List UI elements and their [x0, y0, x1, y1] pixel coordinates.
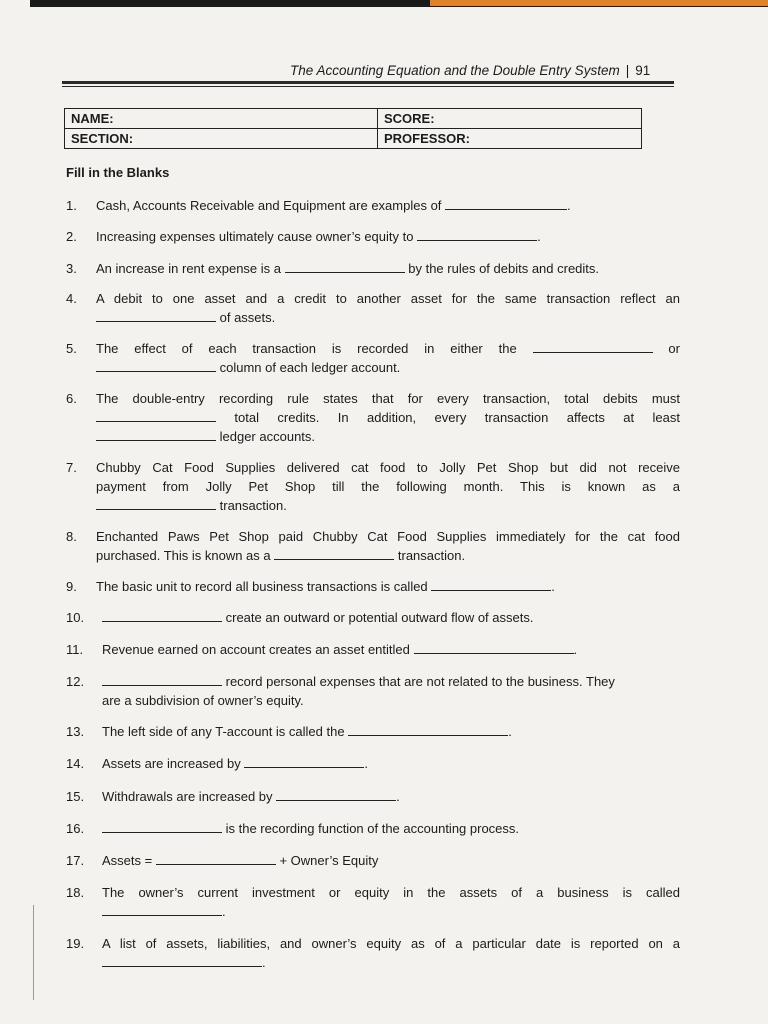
question-text: Assets = — [102, 853, 153, 868]
answer-blank[interactable] — [156, 852, 276, 865]
question-text: A list of assets, liabilities, and owner’s equity as of a particular date is reported on a — [102, 936, 680, 951]
question-text: The left side of any T-account is called the — [102, 724, 345, 739]
answer-blank[interactable] — [96, 309, 216, 322]
question-number: 7. — [66, 460, 77, 475]
question-10 — [66, 608, 680, 627]
question-text-end: transaction. — [397, 548, 466, 563]
question-number: 15. — [66, 789, 85, 804]
question-11 — [66, 640, 680, 659]
question-text-end: column of each ledger account. — [219, 360, 401, 375]
question-text: is the recording function of the accounting process. — [225, 821, 520, 836]
answer-blank[interactable] — [102, 673, 222, 686]
answer-blank-2[interactable] — [96, 359, 216, 372]
question-text: The double-entry recording rule states that for every transaction, total debits must — [96, 391, 680, 406]
question-number: 12. — [66, 674, 85, 689]
scan-edge-mark — [33, 905, 34, 1000]
answer-blank[interactable] — [244, 755, 364, 768]
question-text-end: . — [573, 642, 578, 657]
section-cell[interactable]: SECTION: — [65, 129, 378, 149]
question-2 — [66, 227, 680, 246]
answer-blank[interactable] — [96, 409, 216, 422]
question-number: 17. — [66, 853, 85, 868]
question-number: 16. — [66, 821, 85, 836]
answer-blank[interactable] — [274, 547, 394, 560]
question-text: create an outward or potential outward flow of assets. — [225, 610, 534, 625]
answer-blank[interactable] — [285, 260, 405, 273]
question-text-mid: total credits. — [234, 410, 320, 425]
section-title: Fill in the Blanks — [66, 165, 170, 180]
score-cell[interactable]: SCORE: — [378, 109, 642, 129]
question-text-end: ledger accounts. — [219, 429, 316, 444]
question-text-end: . — [537, 229, 541, 244]
question-number: 1. — [66, 198, 77, 213]
question-text-mid-2: In addition, every transaction affects at least — [337, 410, 680, 425]
question-number: 9. — [66, 579, 77, 594]
answer-blank[interactable] — [348, 723, 508, 736]
question-4 — [66, 289, 680, 327]
question-text: record personal expenses that are not related to the business. They — [225, 674, 615, 689]
question-8 — [66, 527, 680, 565]
question-number: 18. — [66, 885, 85, 900]
page-number: 91 — [635, 63, 651, 78]
question-text-end: . — [396, 789, 400, 804]
question-12 — [66, 672, 680, 710]
question-text-2: payment from Jolly Pet Shop till the following month. This is known as a — [96, 479, 680, 494]
question-17 — [66, 851, 680, 870]
question-5 — [66, 339, 680, 377]
answer-blank[interactable] — [417, 228, 537, 241]
question-text-or: or — [668, 341, 680, 356]
question-19 — [66, 934, 680, 972]
answer-blank[interactable] — [96, 497, 216, 510]
question-7 — [66, 458, 680, 515]
question-number: 8. — [66, 529, 77, 544]
question-number: 11. — [66, 642, 84, 657]
question-text-2: are a subdivision of owner’s equity. — [102, 693, 304, 708]
answer-blank[interactable] — [102, 820, 222, 833]
question-text-end: . — [567, 198, 571, 213]
question-number: 2. — [66, 229, 77, 244]
question-text: The effect of each transaction is recorded in either the — [96, 341, 517, 356]
question-number: 19. — [66, 936, 85, 951]
answer-blank[interactable] — [533, 340, 653, 353]
question-text: The basic unit to record all business transactions is called — [96, 579, 428, 594]
question-text-end: of assets. — [219, 310, 276, 325]
student-info-table — [64, 108, 642, 149]
question-text: Withdrawals are increased by — [102, 789, 273, 804]
question-13 — [66, 722, 680, 741]
answer-blank[interactable] — [102, 903, 222, 916]
question-text: Revenue earned on account creates an asset entitled — [102, 642, 410, 657]
header-title: The Accounting Equation and the Double Entry System — [290, 63, 620, 78]
name-cell[interactable]: NAME: — [65, 109, 378, 129]
answer-blank[interactable] — [276, 788, 396, 801]
question-text: The owner’s current investment or equity in the assets of a business is called — [102, 885, 680, 900]
question-number: 10. — [66, 610, 85, 625]
question-text: Assets are increased by — [102, 756, 241, 771]
question-text-end: . — [364, 756, 368, 771]
question-text: Increasing expenses ultimately cause owner’s equity to — [96, 229, 414, 244]
header-separator: | — [625, 63, 630, 78]
question-text: Cash, Accounts Receivable and Equipment are examples of — [96, 198, 442, 213]
answer-blank[interactable] — [102, 609, 222, 622]
running-header — [290, 63, 650, 78]
question-text-end: . — [262, 955, 266, 970]
professor-cell[interactable]: PROFESSOR: — [378, 129, 642, 149]
question-18 — [66, 883, 680, 921]
question-text: Enchanted Paws Pet Shop paid Chubby Cat Food Supplies immediately for the cat food — [96, 529, 680, 544]
question-number: 4. — [66, 291, 77, 306]
answer-blank[interactable] — [445, 197, 567, 210]
header-rule-thin — [62, 86, 674, 87]
question-text: An increase in rent expense is a — [96, 261, 281, 276]
question-15 — [66, 787, 680, 806]
answer-blank[interactable] — [414, 641, 574, 654]
question-14 — [66, 754, 680, 773]
question-text-end: . — [508, 724, 512, 739]
question-text-end: . — [551, 579, 555, 594]
question-16 — [66, 819, 680, 838]
question-3 — [66, 259, 680, 278]
question-number: 3. — [66, 261, 77, 276]
question-number: 13. — [66, 724, 85, 739]
question-text-end: transaction. — [219, 498, 287, 513]
header-rule — [62, 81, 674, 84]
question-text-end: + Owner’s Equity — [279, 853, 379, 868]
question-number: 14. — [66, 756, 85, 771]
question-6 — [66, 389, 680, 446]
question-text-2: purchased. This is known as a — [96, 548, 271, 563]
answer-blank[interactable] — [102, 954, 262, 967]
question-text: A debit to one asset and a credit to another asset for the same transaction reflect an — [96, 291, 680, 306]
answer-blank[interactable] — [431, 578, 551, 591]
question-text-end: by the rules of debits and credits. — [408, 261, 600, 276]
question-text: Chubby Cat Food Supplies delivered cat food to Jolly Pet Shop but did not receive — [96, 460, 680, 475]
question-text-end: . — [222, 904, 226, 919]
question-9 — [66, 577, 680, 596]
question-1 — [66, 196, 680, 215]
question-number: 6. — [66, 391, 77, 406]
scan-top-accent — [430, 0, 768, 6]
question-number: 5. — [66, 341, 77, 356]
answer-blank-2[interactable] — [96, 428, 216, 441]
